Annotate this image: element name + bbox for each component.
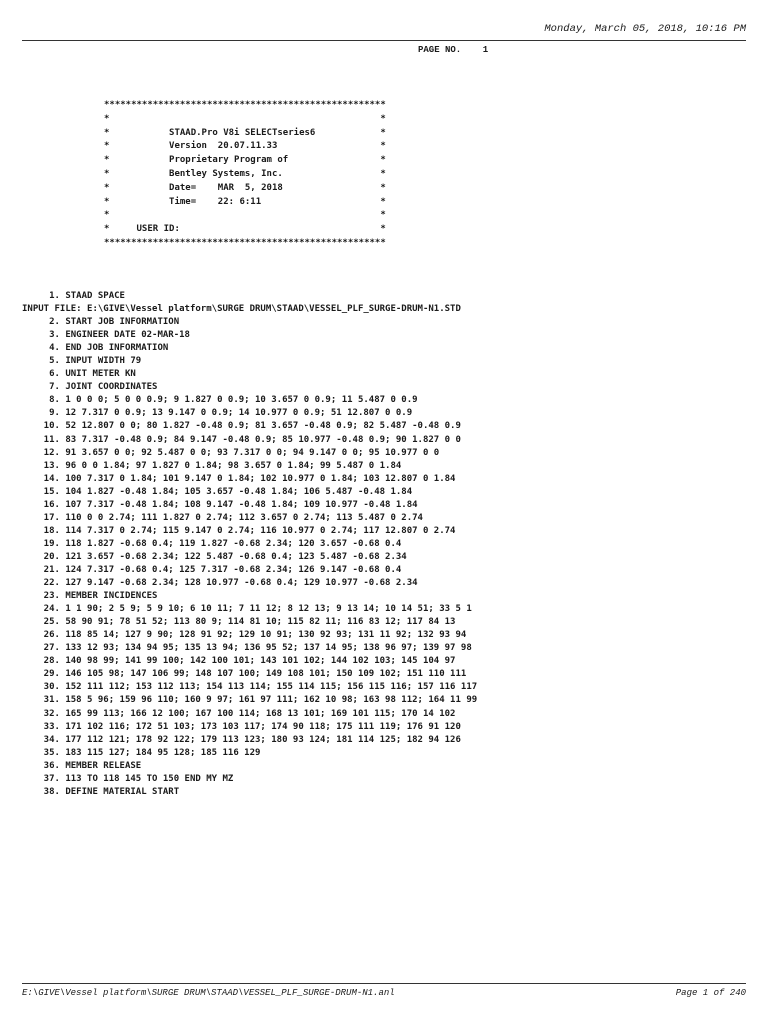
listing-line: 20. 121 3.657 -0.68 2.34; 122 5.487 -0.68 0.4; 123 5.487 -0.68 2.34 [22, 551, 407, 562]
banner-line: * Date= MAR 5, 2018 * [104, 182, 386, 193]
listing-line: 38. DEFINE MATERIAL START [22, 786, 180, 797]
banner-line: * Bentley Systems, Inc. * [104, 168, 386, 179]
listing-line: 37. 113 TO 118 145 TO 150 END MY MZ [22, 773, 234, 784]
listing-line: 5. INPUT WIDTH 79 [22, 356, 142, 367]
banner-line: * STAAD.Pro V8i SELECTseries6 * [104, 127, 386, 138]
listing-line: 1. STAAD SPACE [22, 291, 125, 301]
banner-line: * Time= 22: 6:11 * [104, 196, 386, 207]
input-listing [22, 290, 477, 799]
listing-line: 25. 58 90 91; 78 51 52; 113 80 9; 114 81 10; 115 82 11; 116 83 12; 117 84 13 [22, 617, 456, 628]
listing-line: 26. 118 85 14; 127 9 90; 128 91 92; 129 10 91; 130 92 93; 131 11 92; 132 93 94 [22, 630, 467, 641]
footer-divider [22, 983, 746, 984]
banner-line: * Proprietary Program of * [104, 155, 386, 166]
listing-line: 31. 158 5 96; 159 96 110; 160 9 97; 161 97 111; 162 10 98; 163 98 112; 164 11 99 [22, 695, 478, 706]
banner-line: * USER ID: * [104, 224, 386, 235]
banner-line: **************************************************** [104, 100, 386, 110]
listing-line: 23. MEMBER INCIDENCES [22, 591, 158, 602]
listing-line: 28. 140 98 99; 141 99 100; 142 100 101; 143 101 102; 144 102 103; 145 104 97 [22, 656, 456, 667]
listing-line: 8. 1 0 0 0; 5 0 0 0.9; 9 1.827 0 0.9; 10 3.657 0 0.9; 11 5.487 0 0.9 [22, 395, 418, 406]
listing-line: 22. 127 9.147 -0.68 2.34; 128 10.977 -0.68 0.4; 129 10.977 -0.68 2.34 [22, 578, 418, 589]
listing-line: 18. 114 7.317 0 2.74; 115 9.147 0 2.74; 116 10.977 0 2.74; 117 12.807 0 2.74 [22, 525, 456, 536]
listing-line: 17. 110 0 0 2.74; 111 1.827 0 2.74; 112 3.657 0 2.74; 113 5.487 0 2.74 [22, 512, 423, 523]
page-number-label: PAGE NO. 1 [418, 45, 489, 55]
listing-line: 27. 133 12 93; 134 94 95; 135 13 94; 136 95 52; 137 14 95; 138 96 97; 139 97 98 [22, 643, 472, 654]
listing-line: 19. 118 1.827 -0.68 0.4; 119 1.827 -0.68 2.34; 120 3.657 -0.68 0.4 [22, 538, 402, 549]
listing-line: 13. 96 0 0 1.84; 97 1.827 0 1.84; 98 3.657 0 1.84; 99 5.487 0 1.84 [22, 460, 402, 471]
listing-line: 12. 91 3.657 0 0; 92 5.487 0 0; 93 7.317 0 0; 94 9.147 0 0; 95 10.977 0 0 [22, 447, 440, 458]
listing-line: 29. 146 105 98; 147 106 99; 148 107 100; 149 108 101; 150 109 102; 151 110 111 [22, 669, 467, 680]
banner-line: * Version 20.07.11.33 * [104, 141, 386, 152]
listing-line: 10. 52 12.807 0 0; 80 1.827 -0.48 0.9; 81 3.657 -0.48 0.9; 82 5.487 -0.48 0.9 [22, 421, 461, 432]
report-datetime: Monday, March 05, 2018, 10:16 PM [544, 23, 746, 35]
footer-file-path: E:\GIVE\Vessel platform\SURGE DRUM\STAAD\VESSEL_PLF_SURGE-DRUM-N1.anl [22, 988, 395, 998]
listing-line: 24. 1 1 90; 2 5 9; 5 9 10; 6 10 11; 7 11 12; 8 12 13; 9 13 14; 10 14 51; 33 5 1 [22, 604, 472, 615]
listing-line: 21. 124 7.317 -0.68 0.4; 125 7.317 -0.68 2.34; 126 9.147 -0.68 0.4 [22, 564, 402, 575]
banner-line: **************************************************** [104, 237, 386, 248]
listing-line: 2. START JOB INFORMATION [22, 317, 180, 328]
listing-line: 6. UNIT METER KN [22, 369, 136, 380]
banner-line: * * [104, 210, 386, 221]
listing-line: 33. 171 102 116; 172 51 103; 173 103 117; 174 90 118; 175 111 119; 176 91 120 [22, 721, 461, 732]
banner-line: * * [104, 113, 386, 124]
listing-line: 34. 177 112 121; 178 92 122; 179 113 123; 180 93 124; 181 114 125; 182 94 126 [22, 734, 461, 745]
listing-line: 14. 100 7.317 0 1.84; 101 9.147 0 1.84; 102 10.977 0 1.84; 103 12.807 0 1.84 [22, 473, 456, 484]
footer-page-count: Page 1 of 240 [675, 988, 746, 998]
listing-line: 32. 165 99 113; 166 12 100; 167 100 114; 168 13 101; 169 101 115; 170 14 102 [22, 708, 456, 719]
listing-line: 36. MEMBER RELEASE [22, 760, 142, 771]
listing-line: 35. 183 115 127; 184 95 128; 185 116 129 [22, 747, 261, 758]
listing-line: INPUT FILE: E:\GIVE\Vessel platform\SURGE DRUM\STAAD\VESSEL_PLF_SURGE-DRUM-N1.STD [22, 304, 461, 315]
listing-line: 16. 107 7.317 -0.48 1.84; 108 9.147 -0.48 1.84; 109 10.977 -0.48 1.84 [22, 499, 418, 510]
listing-line: 4. END JOB INFORMATION [22, 343, 169, 354]
listing-line: 30. 152 111 112; 153 112 113; 154 113 114; 155 114 115; 156 115 116; 157 116 117 [22, 682, 478, 693]
header-divider [22, 40, 746, 41]
listing-line: 11. 83 7.317 -0.48 0.9; 84 9.147 -0.48 0.9; 85 10.977 -0.48 0.9; 90 1.827 0 0 [22, 434, 461, 445]
listing-line: 15. 104 1.827 -0.48 1.84; 105 3.657 -0.48 1.84; 106 5.487 -0.48 1.84 [22, 486, 413, 497]
listing-line: 9. 12 7.317 0 0.9; 13 9.147 0 0.9; 14 10.977 0 0.9; 51 12.807 0 0.9 [22, 408, 413, 419]
staad-banner [104, 99, 386, 251]
listing-line: 3. ENGINEER DATE 02-MAR-18 [22, 330, 190, 341]
listing-line: 7. JOINT COORDINATES [22, 382, 158, 393]
